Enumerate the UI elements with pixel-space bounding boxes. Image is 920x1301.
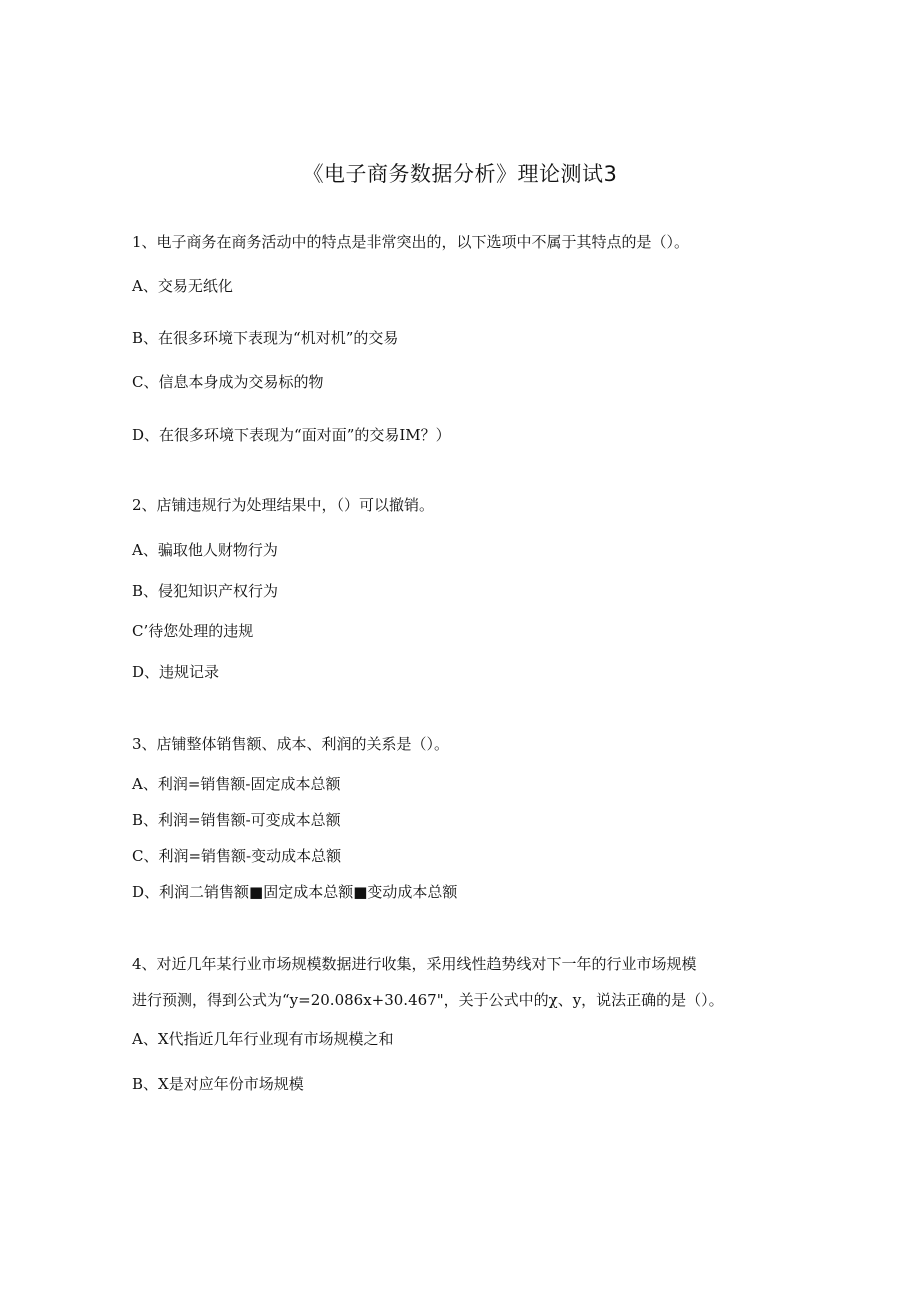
question-4-option-b: B、X是对应年份市场规模 [132, 1075, 304, 1093]
question-1-option-c: C、信息本身成为交易标的物 [132, 373, 324, 391]
question-4-stem-line-2: 进行预测，得到公式为“y=20.086x+30.467"，关于公式中的χ、y，说法正确的是（）。 [132, 991, 724, 1009]
question-1-option-b: B、在很多环境下表现为“机对机”的交易 [132, 329, 399, 347]
question-3-stem: 3、店铺整体销售额、成本、利润的关系是（）。 [132, 735, 450, 753]
question-3-option-b: B、利润=销售额-可变成本总额 [132, 811, 341, 829]
question-3-option-c: C、利润=销售额-变动成本总额 [132, 847, 342, 865]
question-2-option-a: A、骗取他人财物行为 [132, 541, 278, 559]
question-1-stem: 1、电子商务在商务活动中的特点是非常突出的，以下选项中不属于其特点的是（）。 [132, 233, 690, 251]
question-1-option-a: A、交易无纸化 [132, 277, 233, 295]
question-3-option-d: D、利润二销售额■固定成本总额■变动成本总额 [132, 883, 458, 901]
question-2-stem: 2、店铺违规行为处理结果中，（）可以撤销。 [132, 496, 435, 514]
question-2-option-c: C’待您处理的违规 [132, 622, 254, 640]
question-2-option-b: B、侵犯知识产权行为 [132, 582, 279, 600]
question-1-option-d: D、在很多环境下表现为“面对面”的交易IM？） [132, 426, 451, 444]
question-2-option-d: D、违规记录 [132, 663, 220, 681]
question-4-option-a: A、X代指近几年行业现有市场规模之和 [132, 1030, 394, 1048]
document-title: 《电子商务数据分析》理论测试3 [302, 162, 618, 186]
question-4-stem-line-1: 4、对近几年某行业市场规模数据进行收集，采用线性趋势线对下一年的行业市场规模 [132, 955, 697, 973]
question-3-option-a: A、利润=销售额-固定成本总额 [132, 775, 341, 793]
